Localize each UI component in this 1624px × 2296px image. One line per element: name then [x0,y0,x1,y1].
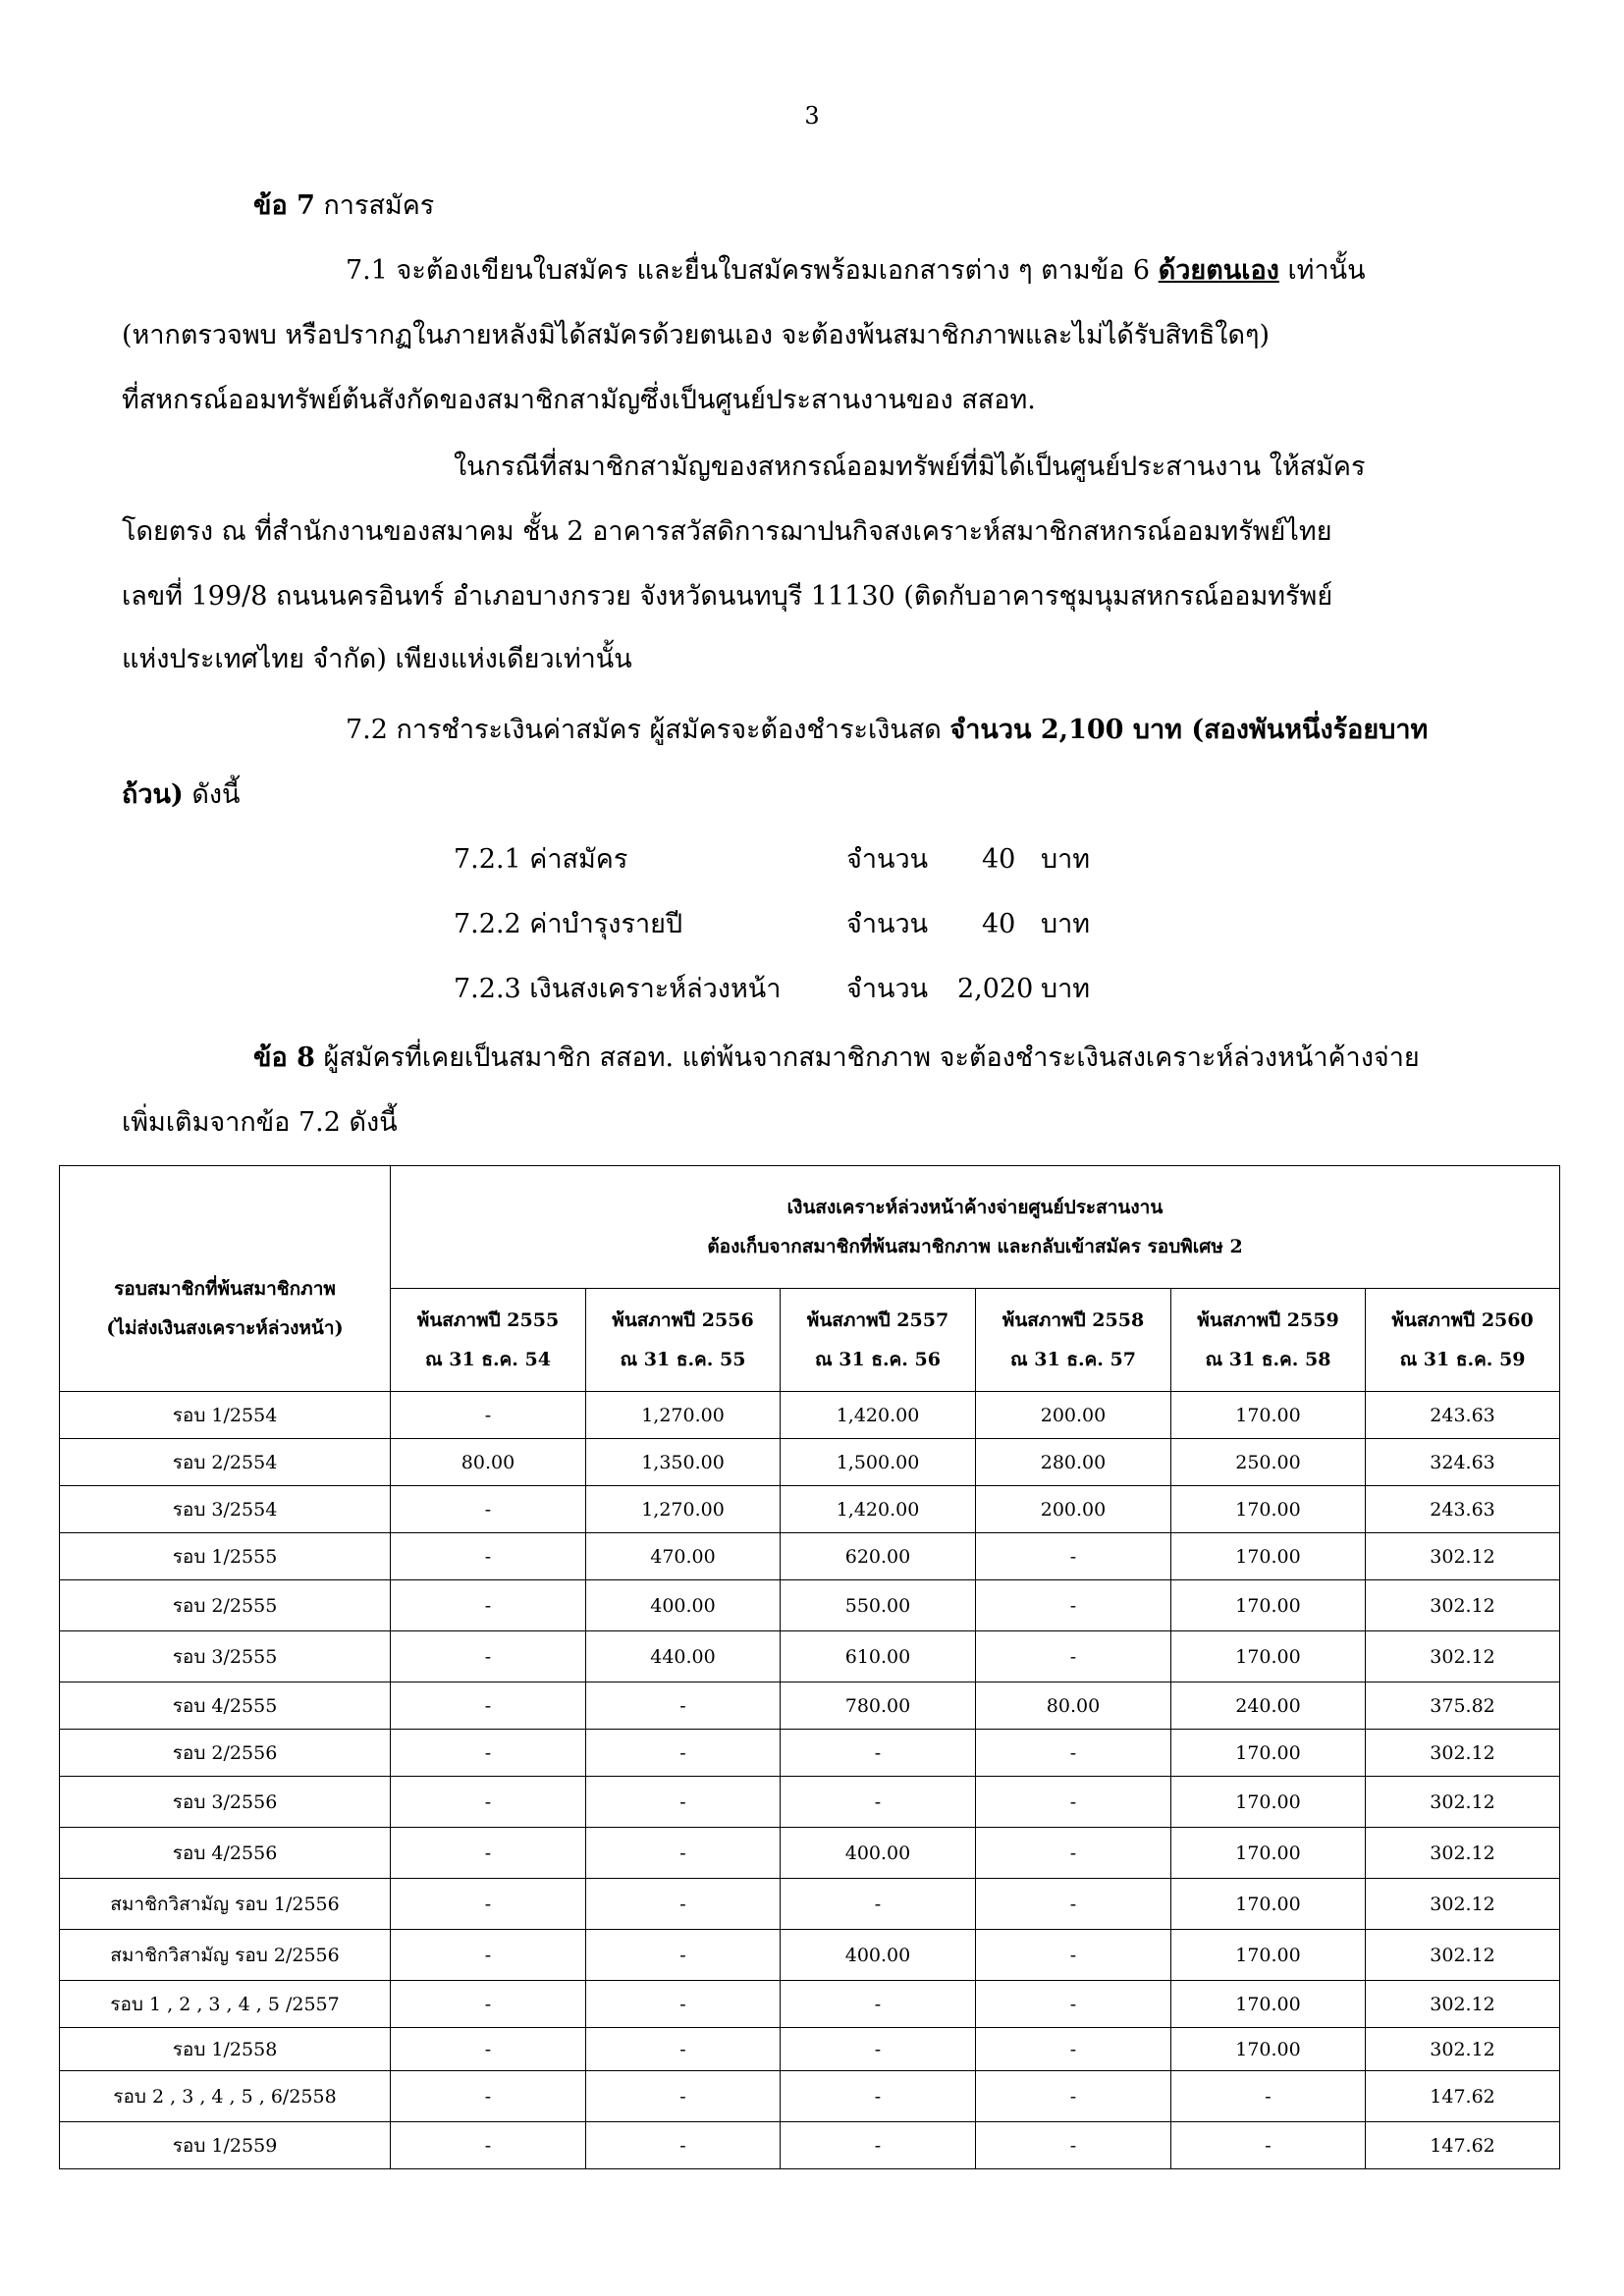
amount-cell: 302.12 [1366,1879,1560,1930]
amount-cell: 302.12 [1366,1580,1560,1631]
year-header-line1: พ้นสภาพปี 2555 [416,1309,560,1331]
table-row [60,1439,1560,1486]
year-header-line1: พ้นสภาพปี 2558 [1001,1309,1145,1331]
amount-cell: - [976,1981,1171,2028]
round-cell: รอบ 1/2559 [60,2122,391,2169]
round-cell: รอบ 4/2556 [60,1828,391,1879]
amount-cell: - [586,1730,781,1777]
amount-cell: 200.00 [976,1392,1171,1439]
amount-cell: 440.00 [586,1631,781,1682]
year-column-header [1171,1289,1366,1392]
fee-label: จำนวน [846,974,929,1004]
round-cell: สมาชิกวิสามัญ รอบ 1/2556 [60,1879,391,1930]
amount-cell: - [586,2071,781,2122]
p72a-line3: เลขที่ 199/8 ถนนนครอินทร์ อำเภอบางกรวย จังหวัดนนทบุรี 11130 (ติดกับอาคารชุมนุมสหกรณ์ออมทรัพย์ [122,581,1333,612]
p71-line2: (หากตรวจพบ หรือปรากฏในภายหลังมิได้สมัครด้วยตนเอง จะต้องพ้นสมาชิกภาพและไม่ได้รับสิทธิใดๆ) [122,320,1271,350]
fee-amount: 40 [982,909,1016,939]
round-cell: รอบ 2/2554 [60,1439,391,1486]
p72a-line4: แห่งประเทศไทย จำกัด) เพียงแห่งเดียวเท่านั้น [122,644,632,674]
amount-cell: 170.00 [1171,1631,1366,1682]
amount-cell: - [586,2122,781,2169]
table-row [60,1486,1560,1533]
fee-amount: 40 [982,844,1016,875]
amount-cell: - [391,1533,586,1580]
amount-cell: 170.00 [1171,1879,1366,1930]
amount-cell: - [781,2071,976,2122]
p72a-line2: โดยตรง ณ ที่สำนักงานของสมาคม ชั้น 2 อาคารสวัสดิการฌาปนกิจสงเคราะห์สมาชิกสหกรณ์ออมทรัพย์ไทย [122,516,1332,547]
year-header-line2: ณ 31 ธ.ค. 59 [1399,1349,1526,1370]
amount-cell: - [391,2071,586,2122]
amount-cell: 302.12 [1366,1777,1560,1828]
amount-cell: 1,420.00 [781,1486,976,1533]
table-row [60,2028,1560,2071]
amount-cell: 250.00 [1171,1439,1366,1486]
fee-row [0,905,1624,944]
table-row [60,1392,1560,1439]
amount-cell: - [391,1777,586,1828]
amount-cell: 302.12 [1366,1930,1560,1981]
amount-cell: 80.00 [976,1682,1171,1730]
amount-cell: - [781,2122,976,2169]
round-cell: รอบ 1 , 2 , 3 , 4 , 5 /2557 [60,1981,391,2028]
amount-cell: 243.63 [1366,1392,1560,1439]
amount-cell: - [391,1682,586,1730]
p72-line1-pre: 7.2 การชำระเงินค่าสมัคร ผู้สมัครจะต้องชำระเงินสด [346,715,942,745]
year-column-header [1366,1289,1560,1392]
fee-unit: บาท [1041,974,1091,1004]
p72a-line1: ในกรณีที่สมาชิกสามัญของสหกรณ์ออมทรัพย์ที่มิได้เป็นศูนย์ประสานงาน ให้สมัคร [454,452,1366,482]
amount-cell: - [586,1682,781,1730]
amount-cell: - [976,2028,1171,2071]
amount-cell: 550.00 [781,1580,976,1631]
amount-cell: - [976,1879,1171,1930]
table-row [60,1879,1560,1930]
fee-amount: 2,020 [957,974,1034,1004]
fee-unit: บาท [1041,909,1091,939]
section7-heading-text: การสมัคร [323,190,435,221]
amount-cell: 400.00 [781,1930,976,1981]
amount-cell: - [391,1828,586,1879]
amount-cell: - [391,2028,586,2071]
amount-cell: - [391,2122,586,2169]
table-row [60,2071,1560,2122]
round-cell: รอบ 3/2556 [60,1777,391,1828]
round-cell: สมาชิกวิสามัญ รอบ 2/2556 [60,1930,391,1981]
amount-cell: - [781,1981,976,2028]
fee-label: จำนวน [846,909,929,939]
p72-line2-post: ดังนี้ [191,779,241,810]
amount-cell: 620.00 [781,1533,976,1580]
round-cell: รอบ 2/2555 [60,1580,391,1631]
amount-cell: - [781,1879,976,1930]
amount-cell: 610.00 [781,1631,976,1682]
amount-cell: 302.12 [1366,1828,1560,1879]
p72-line2-bold: ถ้วน) [122,779,184,810]
amount-cell: - [586,2028,781,2071]
amount-cell: - [391,1879,586,1930]
amount-cell: 170.00 [1171,1486,1366,1533]
year-column-header [391,1289,586,1392]
year-column-header [586,1289,781,1392]
p71-line1 [346,251,1500,291]
amount-cell: - [781,2028,976,2071]
amount-cell: - [781,1777,976,1828]
table-row [60,1631,1560,1682]
round-cell: รอบ 2 , 3 , 4 , 5 , 6/2558 [60,2071,391,2122]
round-cell: รอบ 1/2554 [60,1392,391,1439]
amount-cell: - [976,2071,1171,2122]
dues-table [59,1165,1560,2169]
amount-cell: 1,350.00 [586,1439,781,1486]
amount-cell: 324.63 [1366,1439,1560,1486]
amount-cell: 243.63 [1366,1486,1560,1533]
section8-line1-text: ผู้สมัครที่เคยเป็นสมาชิก สสอท. แต่พ้นจากสมาชิกภาพ จะต้องชำระเงินสงเคราะห์ล่วงหน้าค้างจ่าย [323,1042,1420,1073]
amount-cell: 400.00 [586,1580,781,1631]
amount-cell: - [976,1930,1171,1981]
amount-cell: 302.12 [1366,1631,1560,1682]
p71-line3: ที่สหกรณ์ออมทรัพย์ต้นสังกัดของสมาชิกสามัญซึ่งเป็นศูนย์ประสานงานของ สสอท. [122,385,1036,415]
amount-cell: - [391,1580,586,1631]
amount-cell: - [1171,2122,1366,2169]
amount-cell: - [586,1777,781,1828]
round-cell: รอบ 2/2556 [60,1730,391,1777]
amount-cell: 170.00 [1171,1533,1366,1580]
year-column-header [976,1289,1171,1392]
table-row [60,2122,1560,2169]
fee-unit: บาท [1041,844,1091,875]
dues-table-body [60,1392,1560,2169]
year-header-line1: พ้นสภาพปี 2557 [806,1309,949,1331]
amount-cell: - [391,1486,586,1533]
amount-cell: - [391,1981,586,2028]
p71-line1-post: เท่านั้น [1287,255,1366,286]
amount-cell: 170.00 [1171,2028,1366,2071]
table-row [60,1580,1560,1631]
page-number: 3 [804,102,820,130]
amount-cell: - [391,1631,586,1682]
fee-item: 7.2.3 เงินสงเคราะห์ล่วงหน้า [454,974,782,1004]
fee-row [0,970,1624,1009]
p72-line1 [346,711,1428,750]
table-row [60,1828,1560,1879]
fee-item: 7.2.2 ค่าบำรุงรายปี [454,909,683,939]
section8-line1 [253,1039,1420,1078]
amount-cell: 280.00 [976,1439,1171,1486]
year-header-line2: ณ 31 ธ.ค. 54 [425,1349,551,1370]
amount-cell: 302.12 [1366,1981,1560,2028]
round-cell: รอบ 3/2555 [60,1631,391,1682]
year-column-header [781,1289,976,1392]
year-header-line2: ณ 31 ธ.ค. 58 [1205,1349,1331,1370]
amount-cell: 80.00 [391,1439,586,1486]
amount-cell: 1,270.00 [586,1486,781,1533]
round-cell: รอบ 1/2558 [60,2028,391,2071]
section7-heading [253,187,434,226]
table-row [60,1533,1560,1580]
amount-cell: 170.00 [1171,1392,1366,1439]
amount-cell: 147.62 [1366,2071,1560,2122]
table-row [60,1730,1560,1777]
table-row [60,1930,1560,1981]
amount-cell: 375.82 [1366,1682,1560,1730]
amount-cell: 302.12 [1366,1533,1560,1580]
amount-cell: 1,270.00 [586,1392,781,1439]
amount-cell: - [1171,2071,1366,2122]
table-row [60,1777,1560,1828]
round-cell: รอบ 3/2554 [60,1486,391,1533]
amount-cell: 170.00 [1171,1930,1366,1981]
fee-label: จำนวน [846,844,929,875]
amount-cell: - [976,1730,1171,1777]
year-header-line1: พ้นสภาพปี 2560 [1391,1309,1534,1331]
amount-cell: - [391,1730,586,1777]
amount-cell: 170.00 [1171,1828,1366,1879]
table-row [60,1981,1560,2028]
p72-line1-bold: จำนวน 2,100 บาท (สองพันหนึ่งร้อยบาท [949,715,1429,745]
amount-cell: - [976,1580,1171,1631]
year-header-line2: ณ 31 ธ.ค. 56 [815,1349,941,1370]
round-cell: รอบ 4/2555 [60,1682,391,1730]
section8-line2: เพิ่มเติมจากข้อ 7.2 ดังนี้ [122,1107,398,1138]
amount-cell: 302.12 [1366,1730,1560,1777]
amount-cell: 240.00 [1171,1682,1366,1730]
year-header-line1: พ้นสภาพปี 2559 [1197,1309,1339,1331]
amount-cell: 170.00 [1171,1580,1366,1631]
amount-cell: - [976,1533,1171,1580]
amount-cell: - [391,1392,586,1439]
amount-cell: - [586,1981,781,2028]
amount-cell: - [586,1828,781,1879]
amount-cell: 170.00 [1171,1981,1366,2028]
amount-cell: - [976,2122,1171,2169]
amount-cell: - [976,1828,1171,1879]
amount-cell: - [586,1930,781,1981]
year-header-line1: พ้นสภาพปี 2556 [612,1309,754,1331]
amount-cell: 1,500.00 [781,1439,976,1486]
section7-heading-label: ข้อ 7 [253,190,315,221]
round-cell: รอบ 1/2555 [60,1533,391,1580]
year-header-line2: ณ 31 ธ.ค. 57 [1010,1349,1136,1370]
amount-cell: 147.62 [1366,2122,1560,2169]
amount-cell: - [391,1930,586,1981]
table-row [60,1682,1560,1730]
group-header-line1: เงินสงเคราะห์ล่วงหน้าค้างจ่ายศูนย์ประสานงาน [786,1197,1164,1218]
year-header-line2: ณ 31 ธ.ค. 55 [620,1349,746,1370]
amount-cell: 780.00 [781,1682,976,1730]
amount-cell: - [976,1631,1171,1682]
amount-cell: 1,420.00 [781,1392,976,1439]
round-header-line2: (ไม่ส่งเงินสงเคราะห์ล่วงหน้า) [106,1316,344,1339]
fee-row [0,840,1624,880]
amount-cell: 470.00 [586,1533,781,1580]
amount-cell: - [586,1879,781,1930]
amount-cell: 400.00 [781,1828,976,1879]
amount-cell: 170.00 [1171,1730,1366,1777]
section8-heading-label: ข้อ 8 [253,1042,315,1073]
round-header-line1: รอบสมาชิกที่พ้นสมาชิกภาพ [114,1277,336,1300]
dues-group-header [391,1166,1560,1289]
amount-cell: 200.00 [976,1486,1171,1533]
fee-item: 7.2.1 ค่าสมัคร [454,844,628,875]
p71-line1-pre: 7.1 จะต้องเขียนใบสมัคร และยื่นใบสมัครพร้อมเอกสารต่าง ๆ ตามข้อ 6 [346,255,1151,286]
amount-cell: 302.12 [1366,2028,1560,2071]
p71-underlined-text: ด้วยตนเอง [1158,255,1279,286]
amount-cell: 170.00 [1171,1777,1366,1828]
group-header-line2: ต้องเก็บจากสมาชิกที่พ้นสมาชิกภาพ และกลับเข้าสมัคร รอบพิเศษ 2 [707,1236,1243,1257]
amount-cell: - [781,1730,976,1777]
amount-cell: - [976,1777,1171,1828]
round-column-header [60,1166,391,1392]
p72-line2 [122,775,241,815]
